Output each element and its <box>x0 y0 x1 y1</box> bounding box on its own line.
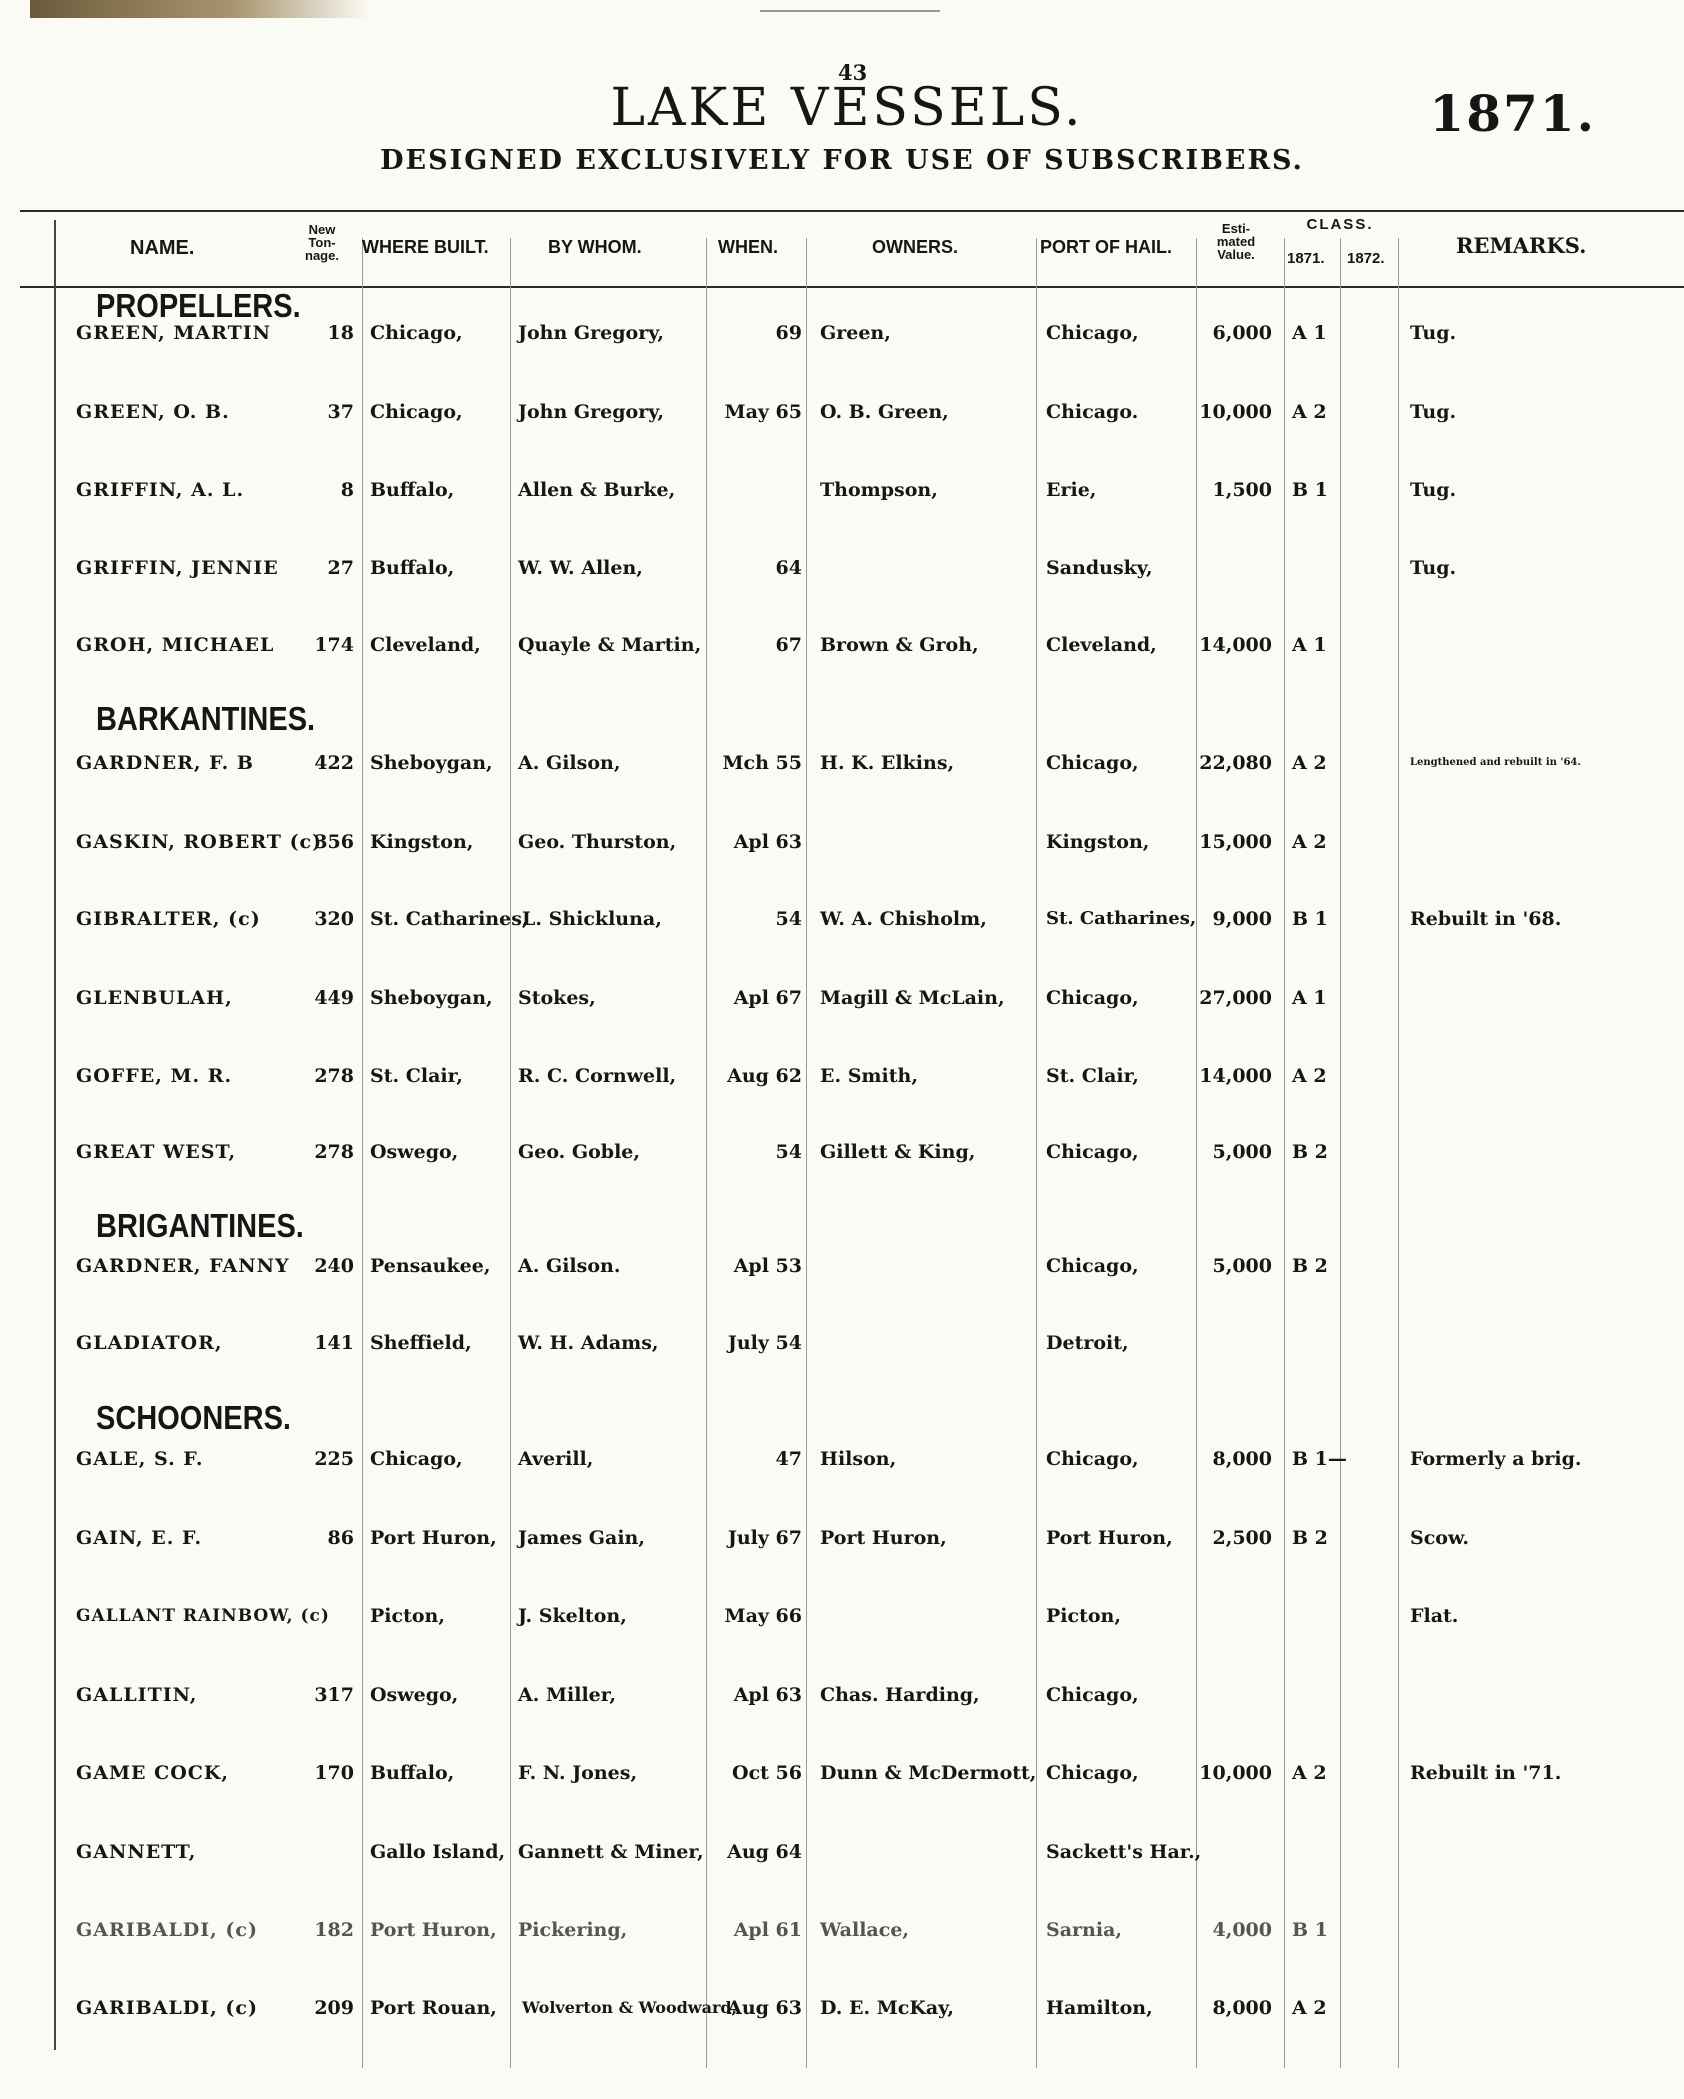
col-header-class-1872: 1872. <box>1347 250 1385 267</box>
col-header-value: Esti- mated Value. <box>1216 221 1256 262</box>
vessel-value: 8,000 <box>1212 1448 1272 1470</box>
vessel-builder: J. Skelton, <box>518 1605 627 1627</box>
section-heading-schooners: SCHOONERS. <box>96 1400 291 1437</box>
vessel-name: GAME COCK, <box>76 1762 230 1784</box>
vessel-value: 6,000 <box>1212 322 1272 344</box>
vessel-owners: W. A. Chisholm, <box>820 908 987 930</box>
col-header-class-1871: 1871. <box>1287 250 1325 267</box>
vessel-value: 15,000 <box>1199 831 1272 853</box>
vessel-name: GREAT WEST, <box>76 1141 237 1163</box>
vessel-owners: Thompson, <box>820 479 938 501</box>
vessel-port: Chicago, <box>1046 1448 1139 1470</box>
table-row <box>0 1328 1684 1358</box>
vessel-value: 2,500 <box>1212 1527 1272 1549</box>
vessel-where-built: Chicago, <box>370 322 463 344</box>
table-row <box>0 475 1684 505</box>
vessel-class: B 1— <box>1292 1448 1347 1470</box>
vessel-owners: O. B. Green, <box>820 401 949 423</box>
vessel-port: Erie, <box>1046 479 1097 501</box>
vessel-builder: A. Miller, <box>518 1684 616 1706</box>
vessel-name: GARIBALDI, (c) <box>76 1997 258 2019</box>
vessel-name: GALLANT RAINBOW, (c) <box>76 1606 330 1626</box>
vessel-name: GLADIATOR, <box>76 1332 223 1354</box>
vessel-class: A 2 <box>1292 752 1327 774</box>
vessel-builder: John Gregory, <box>518 401 665 423</box>
vessel-builder: W. H. Adams, <box>518 1332 659 1354</box>
vessel-where-built: Kingston, <box>370 831 474 853</box>
vessel-port: Detroit, <box>1046 1332 1129 1354</box>
vessel-when: Apl 67 <box>733 987 802 1009</box>
vessel-where-built: Sheffield, <box>370 1332 472 1354</box>
vessel-port: Chicago, <box>1046 1684 1139 1706</box>
table-row <box>0 397 1684 427</box>
vessel-builder: Pickering, <box>518 1919 628 1941</box>
vessel-where-built: Chicago, <box>370 401 463 423</box>
vessel-name: GALLITIN, <box>76 1684 198 1706</box>
vessel-remarks: Tug. <box>1410 401 1457 423</box>
vessel-where-built: Port Huron, <box>370 1919 497 1941</box>
vessel-builder: John Gregory, <box>518 322 665 344</box>
vessel-where-built: Sheboygan, <box>370 752 493 774</box>
table-row <box>0 827 1684 857</box>
year-heading: 1871. <box>1429 84 1596 143</box>
vessel-port: Sackett's Har., <box>1046 1841 1202 1863</box>
vessel-builder: Geo. Thurston, <box>518 831 677 853</box>
col-header-port: PORT OF HAIL. <box>1040 237 1172 257</box>
col-header-class: CLASS. <box>1306 216 1374 233</box>
vessel-builder: Allen & Burke, <box>518 479 676 501</box>
table-row <box>0 1137 1684 1167</box>
vessel-tonnage: 37 <box>327 401 354 423</box>
vessel-where-built: Chicago, <box>370 1448 463 1470</box>
vessel-tonnage: 174 <box>314 634 354 656</box>
vessel-tonnage: 209 <box>314 1997 354 2019</box>
vessel-port: St. Clair, <box>1046 1065 1139 1087</box>
col-header-remarks: REMARKS. <box>1456 233 1587 258</box>
scan-edge-mark <box>30 0 370 18</box>
vessel-class: B 2 <box>1292 1255 1328 1277</box>
table-row <box>0 904 1684 934</box>
vessel-owners: Hilson, <box>820 1448 897 1470</box>
vessel-port: Hamilton, <box>1046 1997 1153 2019</box>
table-row <box>0 1251 1684 1281</box>
vessel-when: 64 <box>775 557 802 579</box>
vessel-builder: James Gain, <box>518 1527 645 1549</box>
vessel-where-built: Oswego, <box>370 1684 459 1706</box>
vessel-tonnage: 240 <box>314 1255 354 1277</box>
vessel-value: 14,000 <box>1199 1065 1272 1087</box>
col-header-tonnage: New Ton- nage. <box>305 222 339 263</box>
vessel-class: B 1 <box>1292 479 1328 501</box>
vessel-port: Chicago, <box>1046 1762 1139 1784</box>
vessel-builder: L. Shickluna, <box>522 908 662 930</box>
vessel-name: GARDNER, FANNY <box>76 1255 290 1277</box>
vessel-port: Chicago, <box>1046 1255 1139 1277</box>
vessel-when: Apl 63 <box>733 831 802 853</box>
vessel-where-built: Port Rouan, <box>370 1997 497 2019</box>
vessel-when: Aug 63 <box>727 1997 802 2019</box>
vessel-remarks: Scow. <box>1410 1527 1470 1549</box>
vessel-value: 4,000 <box>1212 1919 1272 1941</box>
vessel-class: B 1 <box>1292 908 1328 930</box>
vessel-name: GROH, MICHAEL <box>76 634 275 656</box>
vessel-name: GARDNER, F. B <box>76 752 254 774</box>
vessel-port: Kingston, <box>1046 831 1150 853</box>
vessel-when: 69 <box>775 322 802 344</box>
vessel-when: Apl 61 <box>733 1919 802 1941</box>
vessel-when: 67 <box>775 634 802 656</box>
vessel-remarks: Lengthened and rebuilt in '64. <box>1410 757 1581 768</box>
vessel-tonnage: 225 <box>314 1448 354 1470</box>
vessel-name: GANNETT, <box>76 1841 197 1863</box>
vessel-class: A 2 <box>1292 1762 1327 1784</box>
table-row <box>0 630 1684 660</box>
vessel-value: 22,080 <box>1199 752 1272 774</box>
vessel-builder: Geo. Goble, <box>518 1141 640 1163</box>
vessel-remarks: Formerly a brig. <box>1410 1448 1582 1470</box>
vessel-value: 10,000 <box>1199 401 1272 423</box>
vessel-name: GOFFE, M. R. <box>76 1065 233 1087</box>
section-heading-propellers: PROPELLERS. <box>96 288 301 325</box>
vessel-where-built: Gallo Island, <box>370 1841 506 1863</box>
vessel-owners: E. Smith, <box>820 1065 918 1087</box>
vessel-where-built: Buffalo, <box>370 479 455 501</box>
vessel-port: St. Catharines, <box>1046 908 1197 929</box>
vessel-where-built: Buffalo, <box>370 557 455 579</box>
col-header-where-built: WHERE BUILT. <box>362 237 489 257</box>
vessel-when: Apl 63 <box>733 1684 802 1706</box>
vessel-name: GREEN, MARTIN <box>76 322 271 344</box>
table-row <box>0 748 1684 778</box>
vessel-owners: H. K. Elkins, <box>820 752 955 774</box>
vessel-remarks: Tug. <box>1410 557 1457 579</box>
vessel-value: 8,000 <box>1212 1997 1272 2019</box>
table-row <box>0 1523 1684 1553</box>
vessel-owners: Wallace, <box>820 1919 910 1941</box>
vessel-class: A 2 <box>1292 1997 1327 2019</box>
page-number: 43 <box>838 60 868 85</box>
header-top-rule <box>20 210 1684 212</box>
vessel-builder: R. C. Cornwell, <box>518 1065 677 1087</box>
vessel-where-built: Port Huron, <box>370 1527 497 1549</box>
vessel-tonnage: 8 <box>340 479 354 501</box>
vessel-port: Picton, <box>1046 1605 1121 1627</box>
vessel-when: Mch 55 <box>722 752 802 774</box>
vessel-port: Chicago, <box>1046 987 1139 1009</box>
vessel-builder: F. N. Jones, <box>518 1762 638 1784</box>
vessel-port: Sandusky, <box>1046 557 1153 579</box>
table-row <box>0 1993 1684 2023</box>
vessel-class: B 2 <box>1292 1141 1328 1163</box>
vessel-class: B 1 <box>1292 1919 1328 1941</box>
section-heading-barkantines: BARKANTINES. <box>96 701 316 738</box>
table-row <box>0 1758 1684 1788</box>
vessel-tonnage: 182 <box>314 1919 354 1941</box>
vessel-builder: W. W. Allen, <box>518 557 643 579</box>
vessel-where-built: St. Clair, <box>370 1065 463 1087</box>
vessel-name: GLENBULAH, <box>76 987 233 1009</box>
table-row <box>0 1061 1684 1091</box>
vessel-class: A 1 <box>1292 634 1327 656</box>
vessel-name: GALE, S. F. <box>76 1448 204 1470</box>
vessel-where-built: Buffalo, <box>370 1762 455 1784</box>
table-row <box>0 318 1684 348</box>
vessel-class: A 2 <box>1292 1065 1327 1087</box>
vessel-owners: Brown & Groh, <box>820 634 979 656</box>
vessel-when: Aug 64 <box>727 1841 802 1863</box>
vessel-name: GAIN, E. F. <box>76 1527 203 1549</box>
vessel-where-built: Sheboygan, <box>370 987 493 1009</box>
vessel-name: GASKIN, ROBERT (c) <box>76 831 323 853</box>
vessel-where-built: Cleveland, <box>370 634 481 656</box>
section-heading-brigantines: BRIGANTINES. <box>96 1208 304 1245</box>
vessel-builder: Wolverton & Woodward, <box>522 1998 738 2017</box>
vessel-when: May 65 <box>724 401 802 423</box>
vessel-value: 9,000 <box>1212 908 1272 930</box>
vessel-class: B 2 <box>1292 1527 1328 1549</box>
vessel-remarks: Rebuilt in '71. <box>1410 1762 1562 1784</box>
vessel-owners: Green, <box>820 322 891 344</box>
vessel-where-built: Picton, <box>370 1605 445 1627</box>
vessel-value: 27,000 <box>1199 987 1272 1009</box>
vessel-when: May 66 <box>724 1605 802 1627</box>
vessel-where-built: St. Catharines, <box>370 908 529 930</box>
vessel-port: Port Huron, <box>1046 1527 1173 1549</box>
vessel-name: GARIBALDI, (c) <box>76 1919 258 1941</box>
vessel-owners: D. E. McKay, <box>820 1997 955 2019</box>
vessel-builder: A. Gilson, <box>518 752 621 774</box>
vessel-port: Chicago, <box>1046 1141 1139 1163</box>
col-header-owners: OWNERS. <box>872 237 959 257</box>
vessel-tonnage: 141 <box>314 1332 354 1354</box>
vessel-port: Sarnia, <box>1046 1919 1122 1941</box>
vessel-when: July 67 <box>727 1527 802 1549</box>
page-subtitle: DESIGNED EXCLUSIVELY FOR USE OF SUBSCRIBERS. <box>380 145 1304 176</box>
vessel-builder: Stokes, <box>518 987 596 1009</box>
vessel-when: 47 <box>775 1448 802 1470</box>
table-row <box>0 1601 1684 1631</box>
vessel-builder: Quayle & Martin, <box>518 634 702 656</box>
vessel-when: Apl 53 <box>733 1255 802 1277</box>
vessel-where-built: Oswego, <box>370 1141 459 1163</box>
vessel-when: Oct 56 <box>732 1762 802 1784</box>
vessel-tonnage: 422 <box>314 752 354 774</box>
col-header-name: NAME. <box>130 237 195 259</box>
vessel-remarks: Tug. <box>1410 322 1457 344</box>
vessel-value: 5,000 <box>1212 1141 1272 1163</box>
vessel-tonnage: 317 <box>314 1684 354 1706</box>
vessel-port: Chicago, <box>1046 322 1139 344</box>
vessel-port: Chicago. <box>1046 401 1139 423</box>
vessel-tonnage: 449 <box>314 987 354 1009</box>
vessel-tonnage: 18 <box>327 322 354 344</box>
vessel-value: 14,000 <box>1199 634 1272 656</box>
vessel-owners: Magill & McLain, <box>820 987 1005 1009</box>
vessel-tonnage: 86 <box>327 1527 354 1549</box>
col-header-when: WHEN. <box>718 237 778 257</box>
vessel-class: A 2 <box>1292 401 1327 423</box>
vessel-remarks: Rebuilt in '68. <box>1410 908 1562 930</box>
vessel-owners: Chas. Harding, <box>820 1684 980 1706</box>
vessel-port: Cleveland, <box>1046 634 1157 656</box>
vessel-value: 10,000 <box>1199 1762 1272 1784</box>
vessel-when: 54 <box>775 1141 802 1163</box>
vessel-tonnage: 278 <box>314 1065 354 1087</box>
table-row <box>0 1444 1684 1474</box>
vessel-remarks: Tug. <box>1410 479 1457 501</box>
vessel-builder: A. Gilson. <box>518 1255 621 1277</box>
vessel-builder: Gannett & Miner, <box>518 1841 704 1863</box>
vessel-name: GIBRALTER, (c) <box>76 908 261 930</box>
table-row <box>0 1680 1684 1710</box>
vessel-tonnage: 170 <box>314 1762 354 1784</box>
col-header-by-whom: BY WHOM. <box>548 237 642 257</box>
vessel-value: 1,500 <box>1212 479 1272 501</box>
vessel-class: A 1 <box>1292 987 1327 1009</box>
vessel-port: Chicago, <box>1046 752 1139 774</box>
vessel-tonnage: 356 <box>314 831 354 853</box>
vessel-tonnage: 278 <box>314 1141 354 1163</box>
vessel-when: July 54 <box>727 1332 802 1354</box>
vessel-name: GREEN, O. B. <box>76 401 230 423</box>
vessel-owners: Gillett & King, <box>820 1141 976 1163</box>
table-row <box>0 1837 1684 1867</box>
vessel-class: A 1 <box>1292 322 1327 344</box>
vessel-name: GRIFFIN, A. L. <box>76 479 245 501</box>
vessel-owners: Port Huron, <box>820 1527 947 1549</box>
vessel-name: GRIFFIN, JENNIE <box>76 557 279 579</box>
vessel-remarks: Flat. <box>1410 1605 1459 1627</box>
table-row <box>0 983 1684 1013</box>
page-title: LAKE VESSELS. <box>610 78 1084 138</box>
table-row <box>0 553 1684 583</box>
vessel-builder: Averill, <box>518 1448 594 1470</box>
vessel-where-built: Pensaukee, <box>370 1255 491 1277</box>
vessel-class: A 2 <box>1292 831 1327 853</box>
vessel-when: 54 <box>775 908 802 930</box>
table-row <box>0 1915 1684 1945</box>
vessel-value: 5,000 <box>1212 1255 1272 1277</box>
vessel-when: Aug 62 <box>727 1065 802 1087</box>
vessel-owners: Dunn & McDermott, <box>820 1762 1037 1784</box>
scan-top-line <box>760 10 940 12</box>
vessel-tonnage: 27 <box>327 557 354 579</box>
vessel-tonnage: 320 <box>314 908 354 930</box>
